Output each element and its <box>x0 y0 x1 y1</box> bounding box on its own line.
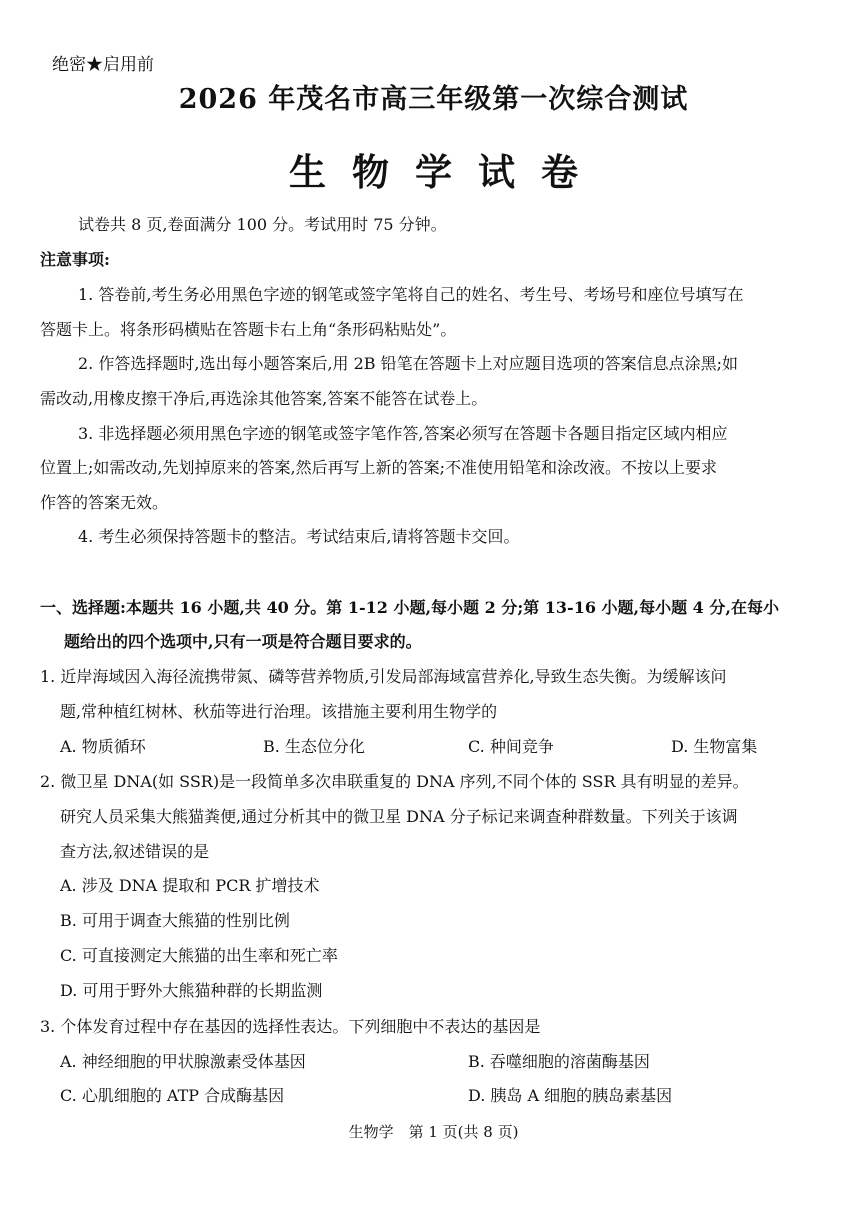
question-2-option-a: A. 涉及 DNA 提取和 PCR 扩增技术 <box>60 876 320 895</box>
question-1-option-d: D. 生物富集 <box>671 737 758 756</box>
subject-title: 生物学试卷 <box>289 150 604 194</box>
question-1-option-c: C. 种间竞争 <box>468 737 554 756</box>
section-1-heading-line-2: 题给出的四个选项中,只有一项是符合题目要求的。 <box>64 632 422 651</box>
notice-item-1-line-2: 答题卡上。将条形码横贴在答题卡右上角“条形码粘贴处”。 <box>40 320 457 339</box>
section-1-heading-line-1: 一、选择题:本题共 16 小题,共 40 分。第 1-12 小题,每小题 2 分;第 13-16 小题,每小题 4 分,在每小 <box>40 598 779 617</box>
notice-item-3-line-2: 位置上;如需改动,先划掉原来的答案,然后再写上新的答案;不准使用铅笔和涂改液。不按以上要求 <box>40 458 717 477</box>
question-3-option-a: A. 神经细胞的甲状腺激素受体基因 <box>60 1052 306 1071</box>
question-3-option-d: D. 胰岛 A 细胞的胰岛素基因 <box>468 1086 673 1105</box>
question-1-option-a: A. 物质循环 <box>60 737 146 756</box>
notice-item-2-line-2: 需改动,用橡皮擦干净后,再选涂其他答案,答案不能答在试卷上。 <box>40 389 488 408</box>
notice-item-3-line-1: 3. 非选择题必须用黑色字迹的钢笔或签字笔作答,答案必须写在答题卡各题目指定区域内相应 <box>78 424 728 443</box>
question-3-option-b: B. 吞噬细胞的溶菌酶基因 <box>468 1052 650 1071</box>
question-1-stem-line-2: 题,常种植红树林、秋茄等进行治理。该措施主要利用生物学的 <box>60 702 498 721</box>
page-footer: 生物学 第 1 页(共 8 页) <box>348 1123 519 1141</box>
intro-text: 试卷共 8 页,卷面满分 100 分。考试用时 75 分钟。 <box>78 215 447 234</box>
question-2-option-b: B. 可用于调查大熊猫的性别比例 <box>60 911 290 930</box>
notice-item-4: 4. 考生必须保持答题卡的整洁。考试结束后,请将答题卡交回。 <box>78 527 520 546</box>
notice-item-2-line-1: 2. 作答选择题时,选出每小题答案后,用 2B 铅笔在答题卡上对应题目选项的答案信息点涂黑;如 <box>78 354 739 373</box>
question-1-stem-line-1: 1. 近岸海域因入海径流携带氮、磷等营养物质,引发局部海域富营养化,导致生态失衡。为缓解该问 <box>40 667 727 686</box>
question-2-option-c: C. 可直接测定大熊猫的出生率和死亡率 <box>60 946 338 965</box>
exam-title: 2026 年茂名市高三年级第一次综合测试 <box>178 84 689 115</box>
question-2-stem-line-2: 研究人员采集大熊猫粪便,通过分析其中的微卫星 DNA 分子标记来调查种群数量。下列关于该调 <box>60 807 738 826</box>
question-2-option-d: D. 可用于野外大熊猫种群的长期监测 <box>60 981 323 1000</box>
question-2-stem-line-3: 查方法,叙述错误的是 <box>60 842 210 861</box>
question-2-stem-line-1: 2. 微卫星 DNA(如 SSR)是一段简单多次串联重复的 DNA 序列,不同个体的 SSR 具有明显的差异。 <box>40 772 749 791</box>
question-1-option-b: B. 生态位分化 <box>263 737 365 756</box>
notice-item-3-line-3: 作答的答案无效。 <box>40 493 169 512</box>
confidential-label: 绝密★启用前 <box>52 55 154 75</box>
notice-item-1-line-1: 1. 答卷前,考生务必用黑色字迹的钢笔或签字笔将自己的姓名、考生号、考场号和座位号填写在 <box>78 285 744 304</box>
question-3-stem-line-1: 3. 个体发育过程中存在基因的选择性表达。下列细胞中不表达的基因是 <box>40 1017 541 1036</box>
notice-heading: 注意事项: <box>40 250 110 269</box>
question-3-option-c: C. 心肌细胞的 ATP 合成酶基因 <box>60 1086 285 1105</box>
